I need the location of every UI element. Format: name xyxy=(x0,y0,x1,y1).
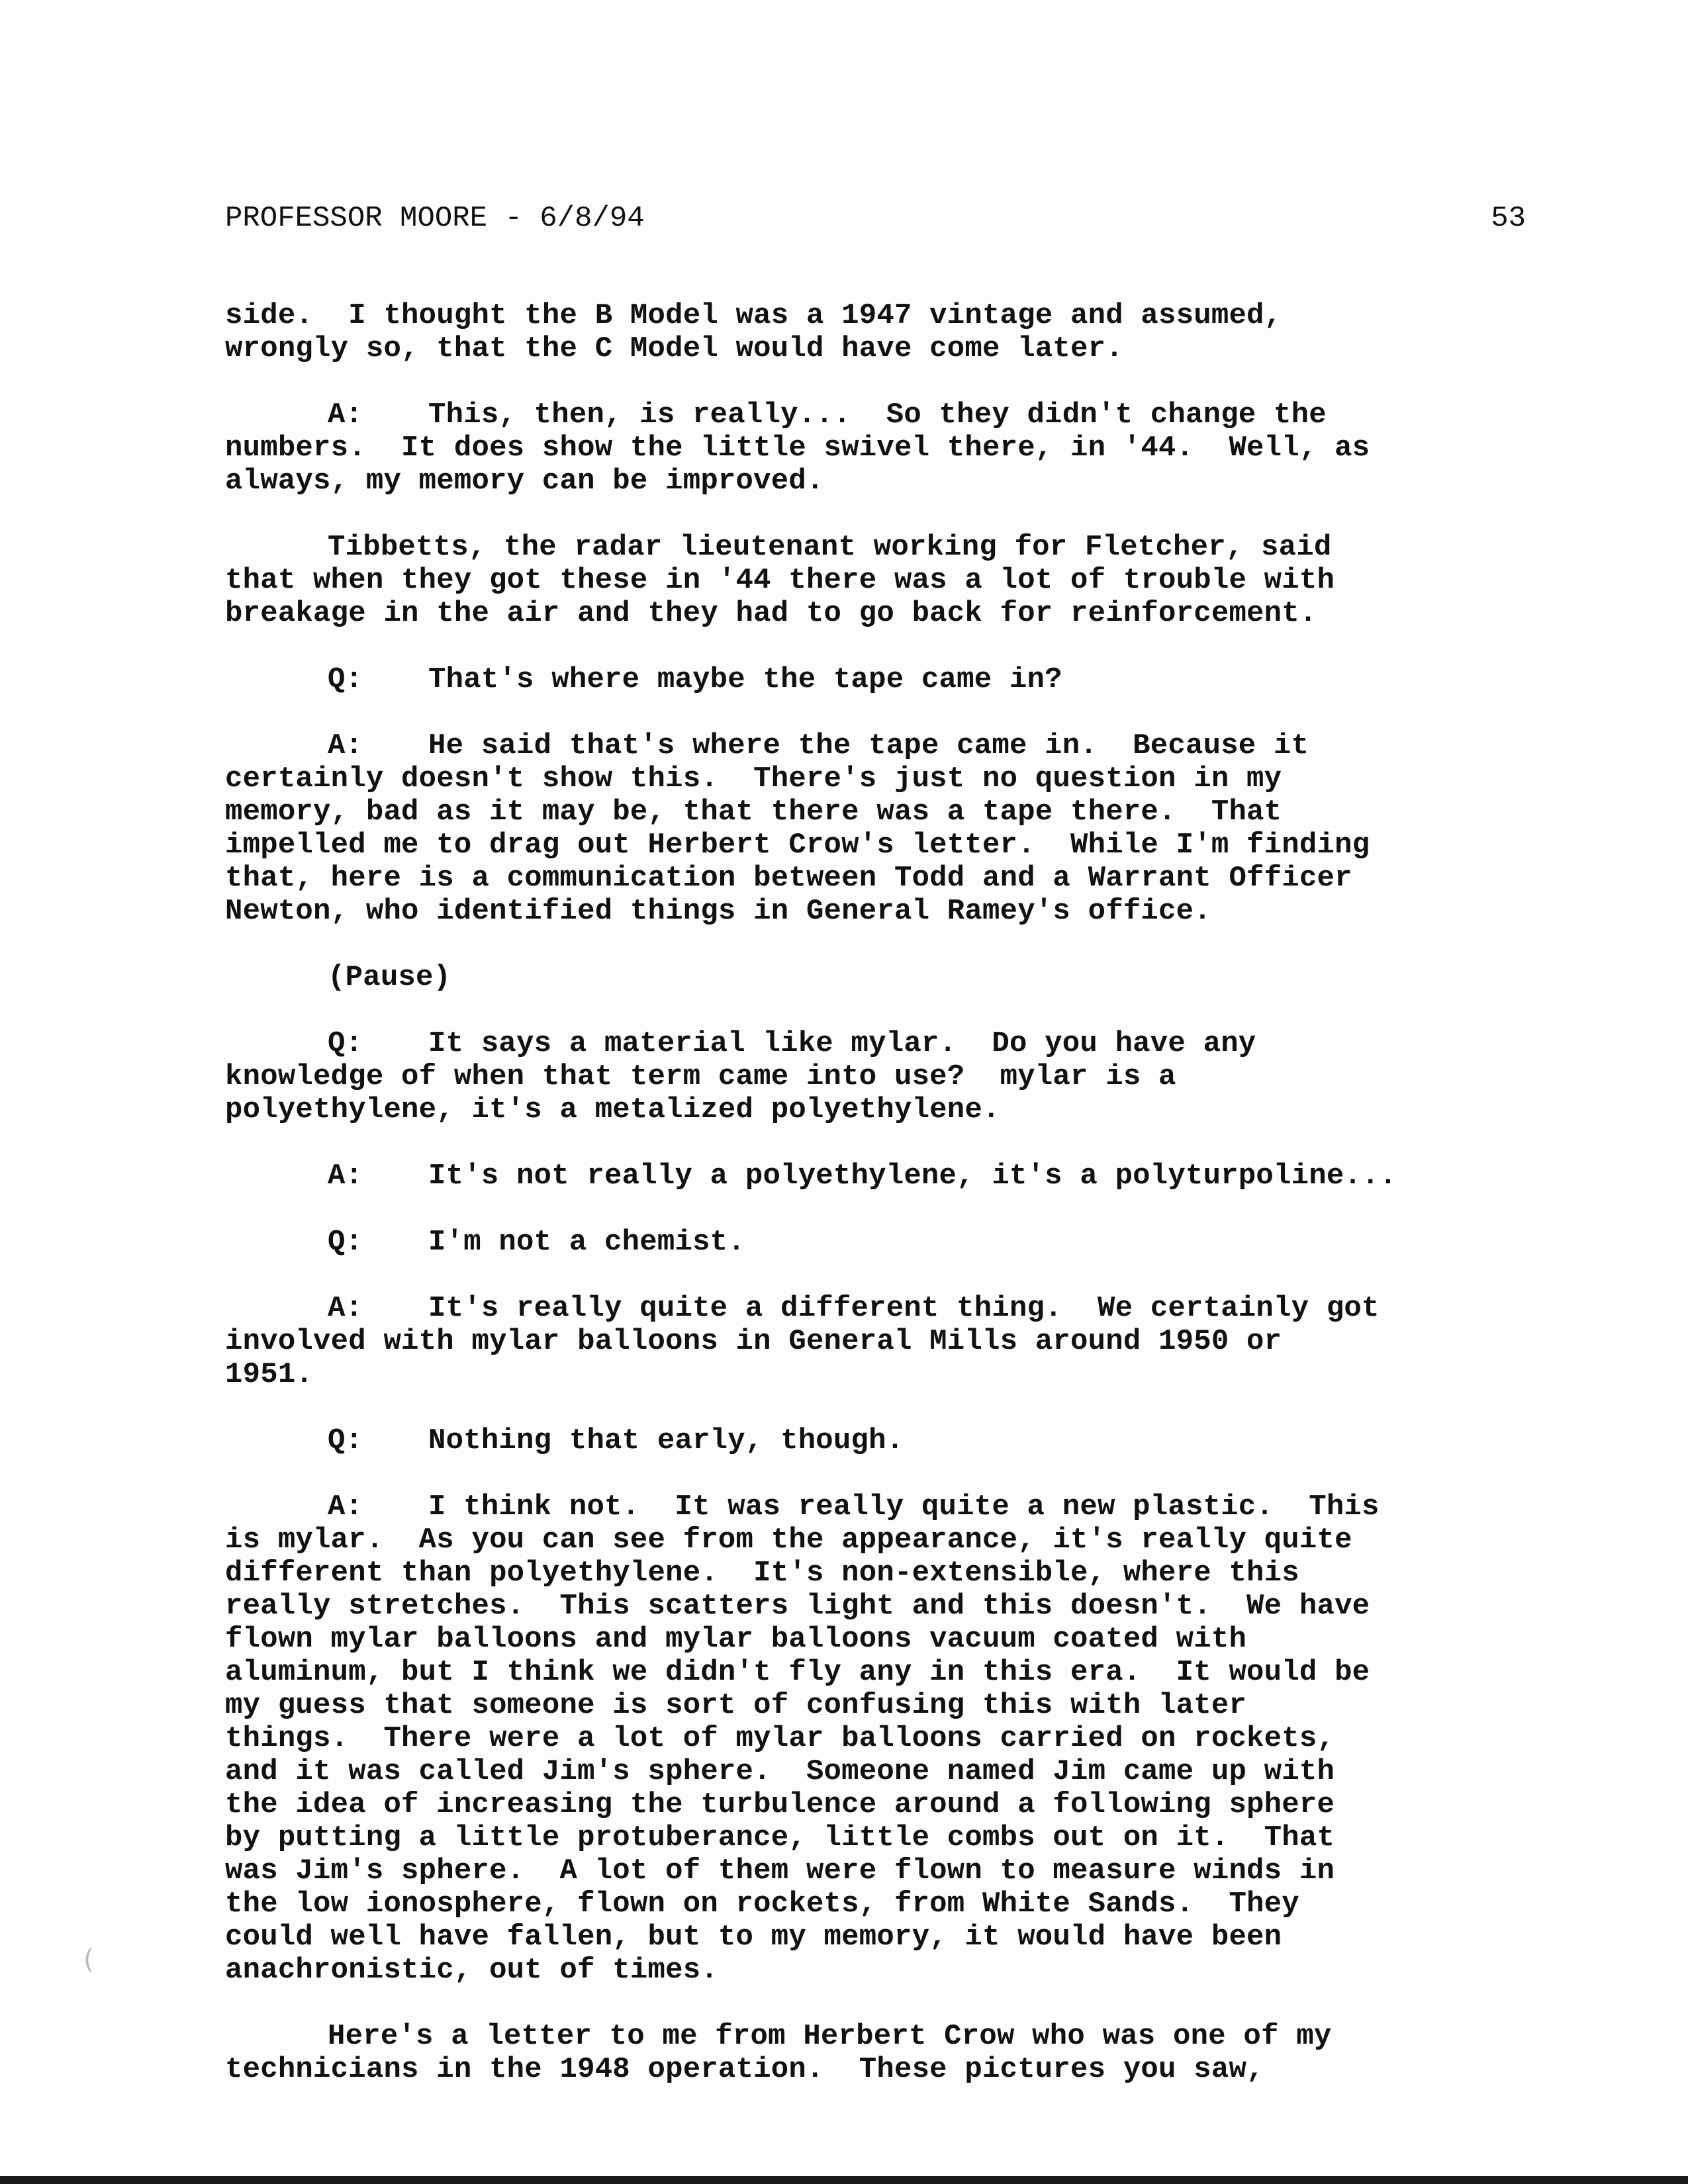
transcript-paragraph xyxy=(225,1490,1526,1987)
line-text: He said that's where the tape came in. Because it xyxy=(428,729,1309,762)
line-text: things. There were a lot of mylar balloons carried on rockets, xyxy=(225,1722,1335,1755)
transcript-paragraph xyxy=(225,398,1526,498)
text-line xyxy=(225,1557,1526,1590)
transcript-paragraph xyxy=(225,729,1526,928)
speaker-label: Q: xyxy=(328,1226,363,1259)
text-line xyxy=(225,729,1526,762)
text-line xyxy=(225,862,1526,895)
line-text: that, here is a communication between Todd and a Warrant Officer xyxy=(225,862,1352,895)
speaker-label: Q: xyxy=(328,1424,363,1457)
line-text: aluminum, but I think we didn't fly any in this era. It would be xyxy=(225,1656,1370,1689)
text-line xyxy=(225,1524,1526,1557)
text-line xyxy=(225,663,1526,696)
line-text: certainly doesn't show this. There's just no question in my xyxy=(225,762,1282,796)
line-text: memory, bad as it may be, that there was a tape there. That xyxy=(225,796,1282,829)
line-text: the idea of increasing the turbulence around a following sphere xyxy=(225,1788,1335,1821)
line-text: impelled me to drag out Herbert Crow's letter. While I'm finding xyxy=(225,829,1370,862)
text-line xyxy=(225,1921,1526,1954)
speaker-label: A: xyxy=(328,398,363,432)
line-text: I'm not a chemist. xyxy=(428,1226,745,1259)
text-line xyxy=(225,1160,1526,1193)
text-line xyxy=(225,2020,1526,2053)
text-line xyxy=(225,2053,1526,2086)
bottom-edge-rule xyxy=(0,2176,1688,2184)
line-text: Tibbetts, the radar lieutenant working for Fletcher, said xyxy=(328,531,1332,564)
line-text: 1951. xyxy=(225,1358,314,1391)
line-text: really stretches. This scatters light and this doesn't. We have xyxy=(225,1590,1370,1623)
transcript-paragraph xyxy=(225,1027,1526,1126)
text-line xyxy=(225,1490,1526,1524)
line-text: my guess that someone is sort of confusing this with later xyxy=(225,1689,1247,1722)
line-text: always, my memory can be improved. xyxy=(225,465,824,498)
line-text: flown mylar balloons and mylar balloons vacuum coated with xyxy=(225,1623,1247,1656)
line-text: could well have fallen, but to my memory, it would have been xyxy=(225,1921,1282,1954)
line-text: numbers. It does show the little swivel there, in '44. Well, as xyxy=(225,432,1370,465)
text-line xyxy=(225,299,1526,332)
transcript-paragraph xyxy=(225,1226,1526,1259)
text-line xyxy=(225,1722,1526,1755)
text-line xyxy=(225,432,1526,465)
transcript-paragraph xyxy=(225,1424,1526,1457)
line-text: technicians in the 1948 operation. These pictures you saw, xyxy=(225,2053,1264,2086)
line-text: It says a material like mylar. Do you have any xyxy=(428,1027,1256,1060)
transcript-paragraph xyxy=(225,299,1526,365)
text-line xyxy=(225,1954,1526,1987)
text-line xyxy=(225,1656,1526,1689)
text-line xyxy=(225,1358,1526,1391)
text-line xyxy=(225,1325,1526,1358)
speaker-label: A: xyxy=(328,729,363,762)
line-text: Nothing that early, though. xyxy=(428,1424,904,1457)
text-line xyxy=(225,597,1526,630)
line-text: that when they got these in '44 there was a lot of trouble with xyxy=(225,564,1335,597)
line-text: It's really quite a different thing. We certainly got xyxy=(428,1292,1380,1325)
transcript-paragraph xyxy=(225,1160,1526,1193)
text-line xyxy=(225,1060,1526,1093)
line-text: breakage in the air and they had to go back for reinforcement. xyxy=(225,597,1317,630)
header-title: PROFESSOR MOORE - 6/8/94 xyxy=(225,202,645,235)
text-line xyxy=(225,829,1526,862)
line-text: polyethylene, it's a metalized polyethylene. xyxy=(225,1093,1000,1126)
page-number: 53 xyxy=(1491,202,1526,235)
line-text: the low ionosphere, flown on rockets, from White Sands. They xyxy=(225,1888,1299,1921)
line-text: is mylar. As you can see from the appearance, it's really quite xyxy=(225,1524,1352,1557)
text-line xyxy=(225,332,1526,365)
text-line xyxy=(225,1821,1526,1854)
page-header xyxy=(225,199,1526,238)
text-line xyxy=(225,961,1526,994)
text-line xyxy=(225,762,1526,796)
text-line xyxy=(225,796,1526,829)
text-line xyxy=(225,1788,1526,1821)
line-text: knowledge of when that term came into use? mylar is a xyxy=(225,1060,1176,1093)
margin-mark: ( xyxy=(83,1944,94,1975)
line-text: was Jim's sphere. A lot of them were flown to measure winds in xyxy=(225,1854,1335,1888)
transcript-paragraph xyxy=(225,1292,1526,1391)
text-line xyxy=(225,1027,1526,1060)
line-text: by putting a little protuberance, little combs out on it. That xyxy=(225,1821,1335,1854)
line-text: I think not. It was really quite a new plastic. This xyxy=(428,1490,1380,1524)
transcript-paragraph xyxy=(225,531,1526,630)
line-text: That's where maybe the tape came in? xyxy=(428,663,1062,696)
text-line xyxy=(225,1093,1526,1126)
speaker-label: Q: xyxy=(328,663,363,696)
text-line xyxy=(225,1590,1526,1623)
text-line xyxy=(225,465,1526,498)
text-line xyxy=(225,1292,1526,1325)
line-text: (Pause) xyxy=(328,961,451,994)
transcript-paragraph xyxy=(225,663,1526,696)
text-line xyxy=(225,1888,1526,1921)
speaker-label: Q: xyxy=(328,1027,363,1060)
text-line xyxy=(225,1226,1526,1259)
transcript-paragraph xyxy=(225,2020,1526,2086)
text-line xyxy=(225,1689,1526,1722)
speaker-label: A: xyxy=(328,1292,363,1325)
transcript-paragraph xyxy=(225,961,1526,994)
text-line xyxy=(225,531,1526,564)
text-line xyxy=(225,1424,1526,1457)
line-text: This, then, is really... So they didn't change the xyxy=(428,398,1327,432)
text-line xyxy=(225,398,1526,432)
line-text: Newton, who identified things in General Ramey's office. xyxy=(225,895,1211,928)
line-text: It's not really a polyethylene, it's a polyturpoline... xyxy=(428,1160,1397,1193)
speaker-label: A: xyxy=(328,1160,363,1193)
speaker-label: A: xyxy=(328,1490,363,1524)
text-line xyxy=(225,1755,1526,1788)
line-text: different than polyethylene. It's non-extensible, where this xyxy=(225,1557,1299,1590)
text-line xyxy=(225,895,1526,928)
text-line xyxy=(225,1854,1526,1888)
line-text: wrongly so, that the C Model would have come later. xyxy=(225,332,1123,365)
line-text: Here's a letter to me from Herbert Crow who was one of my xyxy=(328,2020,1332,2053)
text-line xyxy=(225,1623,1526,1656)
line-text: side. I thought the B Model was a 1947 vintage and assumed, xyxy=(225,299,1282,332)
line-text: anachronistic, out of times. xyxy=(225,1954,718,1987)
transcript-body xyxy=(225,299,1526,2119)
line-text: and it was called Jim's sphere. Someone named Jim came up with xyxy=(225,1755,1335,1788)
text-line xyxy=(225,564,1526,597)
line-text: involved with mylar balloons in General Mills around 1950 or xyxy=(225,1325,1282,1358)
